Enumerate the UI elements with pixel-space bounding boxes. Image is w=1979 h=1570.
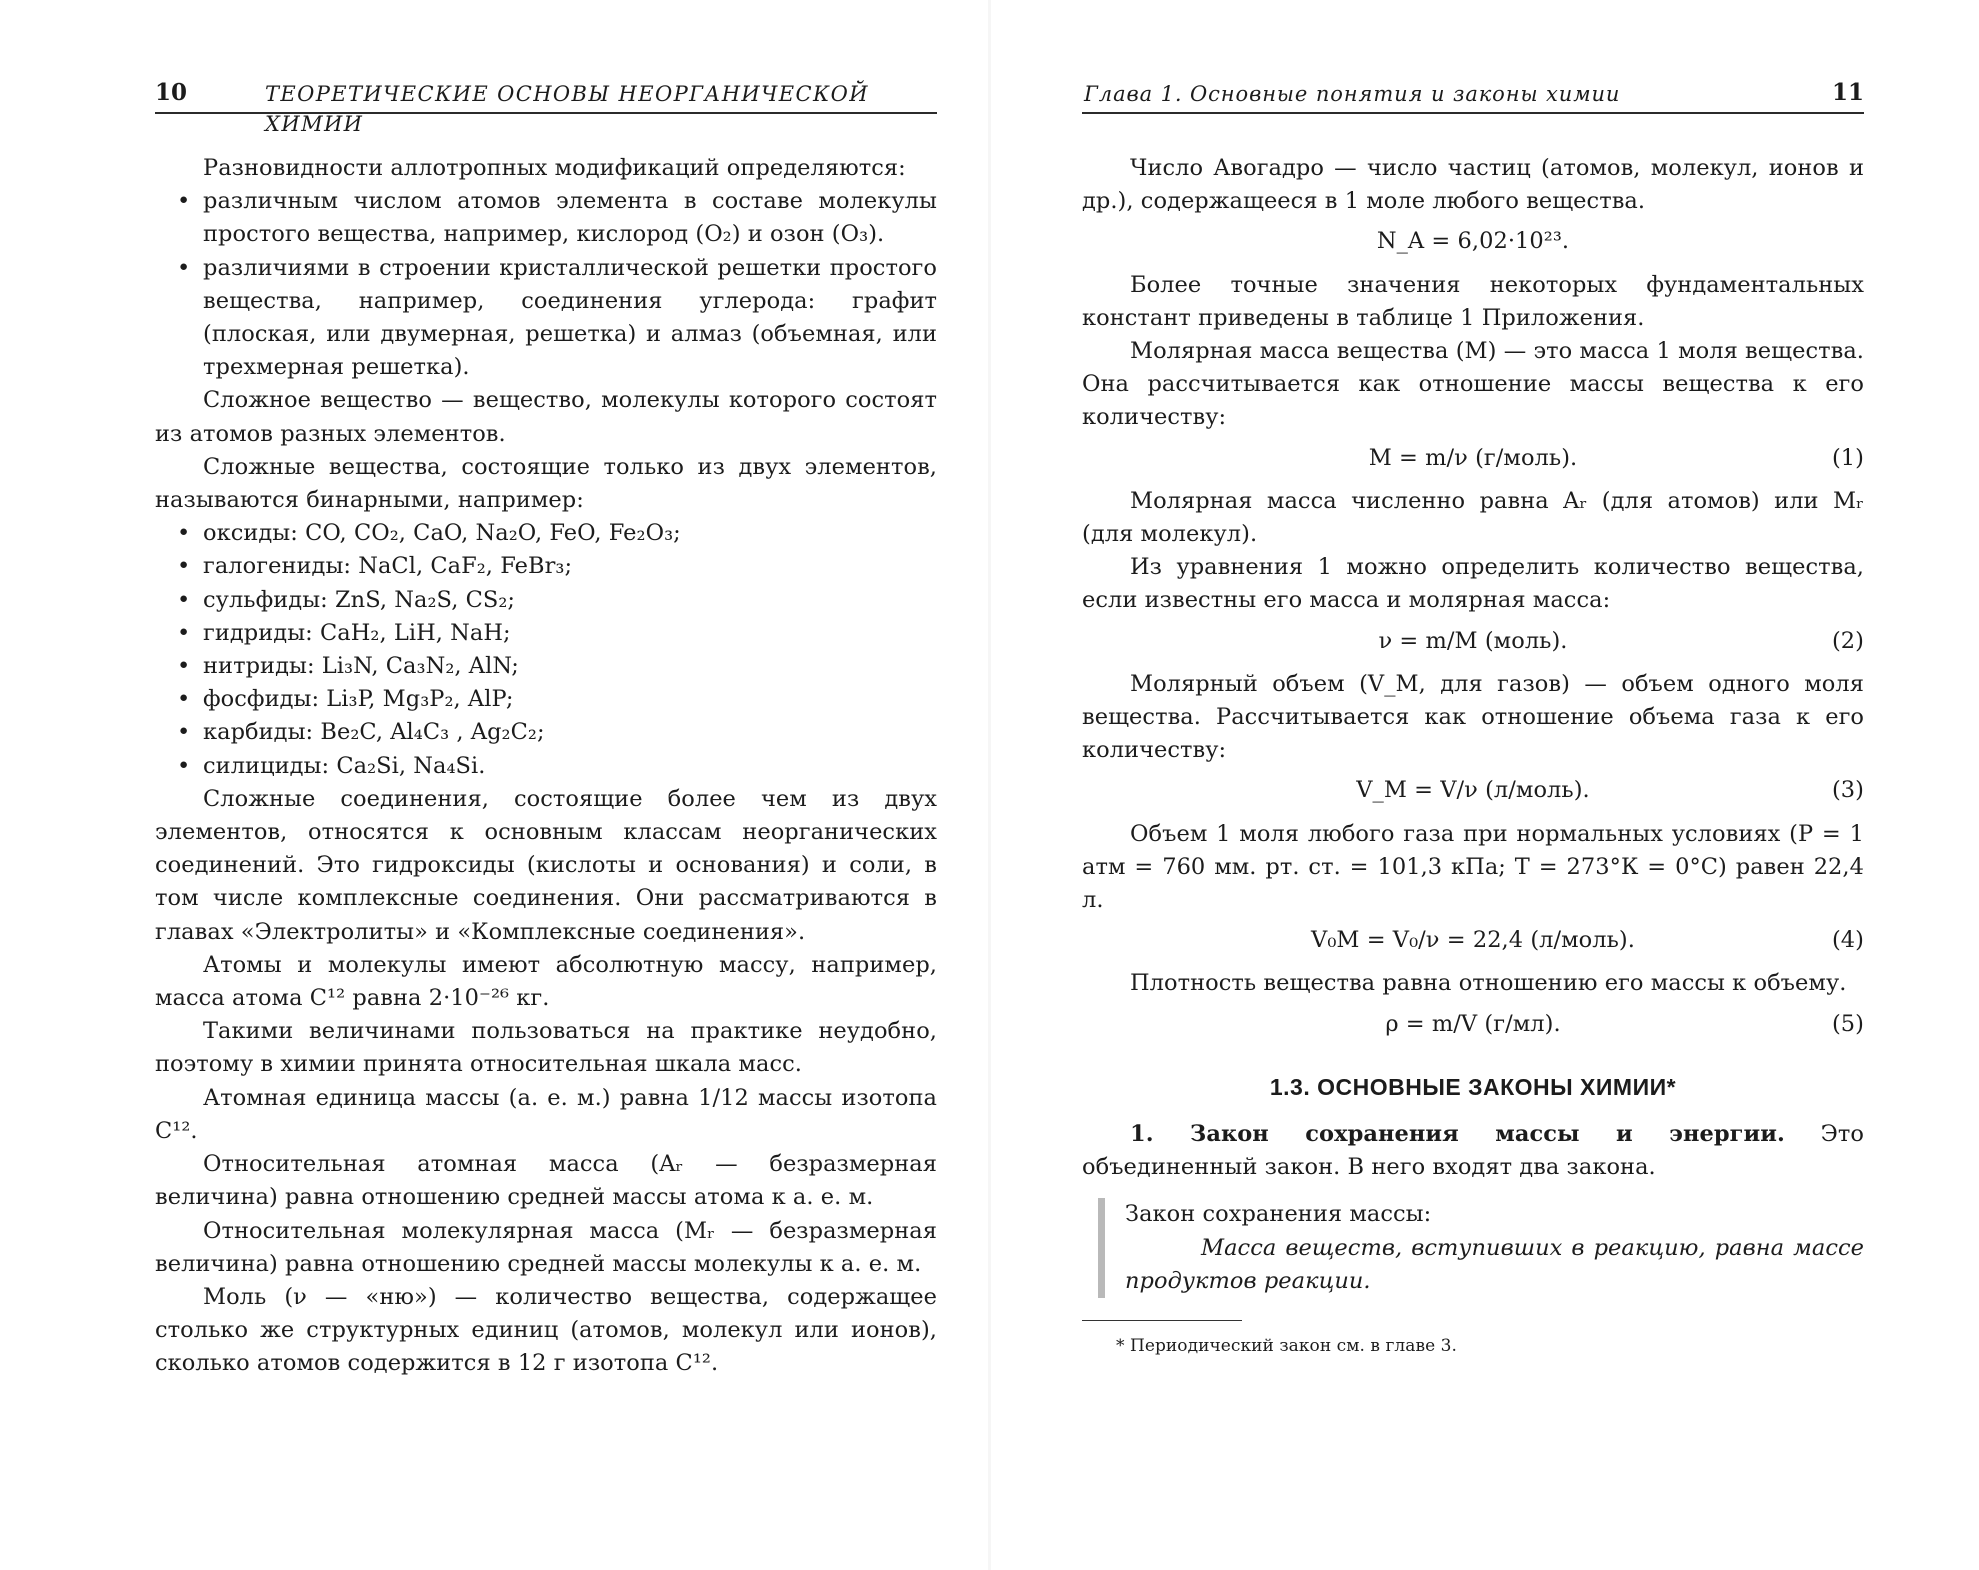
molar-mass-definition: Молярная масса вещества (M) — это масса 1 моля вещества. Она рассчитывается как отношение массы вещества к его количеству: (1082, 338, 1864, 431)
left-running-head-title: ТЕОРЕТИЧЕСКИЕ ОСНОВЫ НЕОРГАНИЧЕСКОЙ ХИМИИ (265, 82, 869, 136)
formula-2-number: (2) (1831, 627, 1864, 654)
list-item: • гидриды: CaH₂, LiH, NaH; (155, 617, 937, 650)
formula-5 (1082, 1008, 1864, 1041)
density-definition: Плотность вещества равна отношению его массы к объему. (1130, 970, 1847, 997)
right-page-number: 11 (1831, 79, 1864, 106)
list-item: • фосфиды: Li₃P, Mg₃P₂, AlP; (155, 683, 937, 716)
right-running-head-title: Глава 1. Основные понятия и законы химии (1084, 82, 1621, 106)
allotrope-intro: Разновидности аллотропных модификаций определяются: (203, 155, 906, 181)
law-heading: 1. Закон сохранения массы и энергии. (1130, 1120, 1785, 1147)
left-text-column (155, 152, 937, 1381)
list-item: • различным числом атомов элемента в составе молекулы простого вещества, например, кислород (O₂) и озон (O₃). (155, 185, 937, 251)
molar-mass-equality: Молярная масса численно равна Aᵣ (для атомов) или Mᵣ (для молекул). (1082, 487, 1864, 547)
formula-4-number: (4) (1831, 927, 1864, 954)
relative-scale-paragraph: Такими величинами пользоваться на практике неудобно, поэтому в химии принята относительная шкала масс. (155, 1018, 937, 1078)
relative-atomic-mass-paragraph: Относительная атомная масса (Aᵣ — безразмерная величина) равна отношению средней массы атома к а. е. м. (155, 1151, 937, 1211)
binary-compounds-list (155, 517, 937, 783)
formula-3-text: V_M = V/ν (л/моль). (1356, 777, 1590, 804)
formula-2-text: ν = m/M (моль). (1378, 627, 1568, 654)
formula-4 (1082, 924, 1864, 957)
law-paragraph (1082, 1118, 1864, 1184)
section-title: 1.3. ОСНОВНЫЕ ЗАКОНЫ ХИМИИ* (1269, 1073, 1677, 1100)
list-item: • различиями в строении кристаллической решетки простого вещества, например, соединения углерода: графит (плоская, или двумерная, решетка) и алмаз (объемная, или трехмерная решетка). (155, 252, 937, 385)
relative-molecular-mass-paragraph: Относительная молекулярная масса (Mᵣ — безразмерная величина) равна отношению средней массы молекулы к а. е. м. (155, 1217, 937, 1277)
left-running-header (155, 78, 937, 136)
footnote: * Периодический закон см. в главе 3. (1116, 1336, 1457, 1356)
list-item: • галогениды: NaCl, CaF₂, FeBr₃; (155, 550, 937, 583)
formula-2 (1082, 625, 1864, 658)
absolute-mass-paragraph: Атомы и молекулы имеют абсолютную массу, например, масса атома C¹² равна 2·10⁻²⁶ кг. (155, 951, 937, 1012)
law-intro: Это объединенный закон. В него входят два закона. (1082, 1120, 1864, 1181)
footnote-rule (1082, 1320, 1242, 1321)
left-page-number: 10 (155, 79, 188, 106)
formula-5-text: ρ = m/V (г/мл). (1385, 1010, 1561, 1037)
binary-definition: Сложные вещества, состоящие только из двух элементов, называются бинарными, например: (155, 453, 937, 514)
amount-definition: Из уравнения 1 можно определить количество вещества, если известны его масса и молярная масса: (1082, 554, 1864, 614)
list-item: • силициды: Ca₂Si, Na₄Si. (155, 750, 937, 783)
list-item: • оксиды: CO, CO₂, CaO, Na₂O, FeO, Fe₂O₃; (155, 517, 937, 550)
right-page (990, 0, 1979, 1570)
formula-1-text: M = m/ν (г/моль). (1368, 444, 1578, 471)
avogadro-formula-text: N_A = 6,02·10²³. (1376, 228, 1570, 255)
formula-1-number: (1) (1831, 444, 1864, 471)
formula-3-number: (3) (1831, 777, 1864, 804)
avogadro-formula (1082, 225, 1864, 258)
complex-substance-definition: Сложное вещество — вещество, молекулы которого состоят из атомов разных элементов. (155, 387, 937, 447)
molar-volume-definition: Молярный объем (V_M, для газов) — объем одного моля вещества. Рассчитывается как отношение объема газа к его количеству: (1082, 670, 1864, 764)
avogadro-definition: Число Авогадро — число частиц (атомов, молекул, ионов и др.), содержащееся в 1 моле любого вещества. (1082, 155, 1864, 215)
formula-1 (1082, 442, 1864, 475)
amu-paragraph: Атомная единица массы (а. е. м.) равна 1/12 массы изотопа C¹². (155, 1084, 937, 1144)
formula-5-number: (5) (1831, 1010, 1864, 1037)
right-text-column (1082, 152, 1864, 1361)
right-running-header (1082, 78, 1864, 114)
formula-4-text: V₀M = V₀/ν = 22,4 (л/моль). (1311, 927, 1635, 954)
list-item: • сульфиды: ZnS, Na₂S, CS₂; (155, 584, 937, 617)
mole-definition-paragraph: Моль (ν — «ню») — количество вещества, содержащее столько же структурных единиц (атомов, молекул или ионов), сколько атомов содержится в 12 г изотопа C¹². (155, 1283, 937, 1377)
normal-conditions-paragraph: Объем 1 моля любого газа при нормальных условиях (P = 1 атм = 760 мм. рт. ст. = 101,3 кПа; T = 273°К = 0°С) равен 22,4 л. (1082, 820, 1864, 913)
law-box-title: Закон сохранения массы: (1125, 1201, 1432, 1228)
complex-compounds-paragraph: Сложные соединения, состоящие более чем из двух элементов, относятся к основным классам неорганических соединений. Это гидроксиды (кислоты и основания) и соли, в том числе комплексные соединения. Они рассматриваются в главах «Электролиты» и «Комплексные соединения». (155, 785, 937, 945)
law-box (1098, 1198, 1864, 1298)
law-box-text: Масса веществ, вступивших в реакцию, равна массе продуктов реакции. (1125, 1234, 1864, 1294)
list-item: • нитриды: Li₃N, Ca₃N₂, AlN; (155, 650, 937, 683)
allotrope-list (155, 185, 937, 384)
list-item: • карбиды: Be₂C, Al₄C₃ , Ag₂C₂; (155, 716, 937, 749)
formula-3 (1082, 774, 1864, 807)
constants-note: Более точные значения некоторых фундаментальных констант приведены в таблице 1 Приложения. (1082, 271, 1864, 331)
